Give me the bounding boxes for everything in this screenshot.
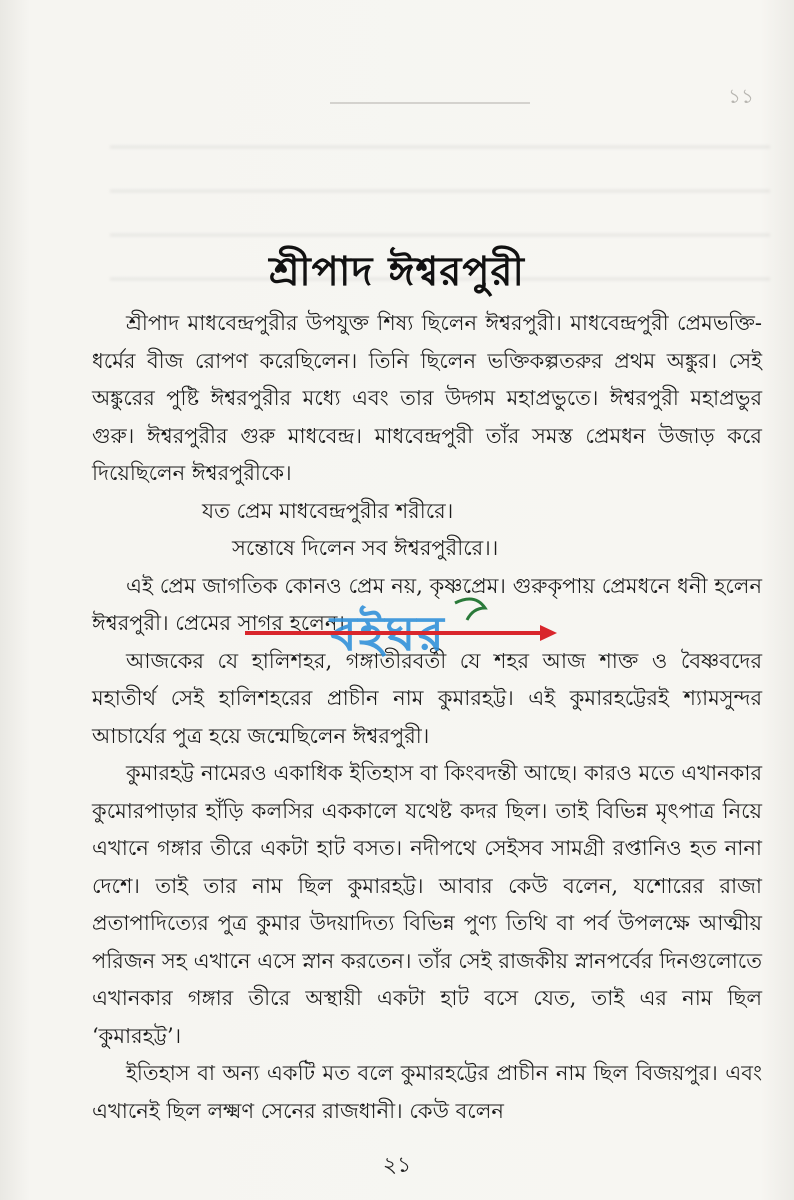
chapter-title: শ্রীপাদ ঈশ্বরপুরী [269, 249, 525, 295]
paragraph: ইতিহাস বা অন্য একটি মত বলে কুমারহট্টের প্রাচীন নাম ছিল বিজয়পুর। এবং এখানেই ছিল লক্ষ্মণ সেনের রাজধানী। কেউ বলেন [92, 1061, 762, 1123]
running-head-rule [330, 92, 530, 104]
paragraph: কুমারহট্ট নামেরও একাধিক ইতিহাস বা কিংবদন্তী আছে। কারও মতে এখানকার কুমোরপাড়ার হাঁড়ি কলসির এককালে যথেষ্ট কদর ছিল। তাই বিভিন্ন মৃৎপাত্র নিয়ে এখানে গঙ্গার তীরে একটা হাট বসত। নদীপথে সেইসব সামগ্রী রপ্তানিও হত নানা দেশে। তাই তার নাম ছিল কুমারহট্ট। আবার কেউ বলেন, যশোরের রাজা প্রতাপাদিত্যের পুত্র কুমার উদয়াদিত্য বিভিন্ন পুণ্য তিথি বা পর্ব উপলক্ষে আত্মীয় পরিজন সহ এখানে এসে স্নান করতেন। তাঁর সেই রাজকীয় স্নানপর্বের দিনগুলোতে এখানকার গঙ্গার তীরে অস্থায়ী একটা হাট বসে যেত, তাই এর নাম ছিল ‘কুমারহট্ট’। [92, 761, 762, 1048]
watermark-logo: বইঘর [330, 606, 446, 662]
paragraph: আজকের যে হালিশহর, গঙ্গাতীরবর্তী যে শহর আজ শাক্ত ও বৈষ্ণবদের মহাতীর্থ সেই হালিশহরের প্রাচীন নাম কুমারহট্ট। এই কুমারহট্টেরই শ্যামসুন্দর আচার্যের পুত্র হয়ে জন্মেছিলেন ঈশ্বরপুরী। [92, 648, 762, 748]
watermark-arrow-icon [245, 595, 565, 665]
paragraph: এই প্রেম জাগতিক কোনও প্রেম নয়, কৃষ্ণপ্রেম। গুরুকৃপায় প্রেমধনে ধনী হলেন ঈশ্বরপুরী। প্রেমের সাগর হলেন। [92, 573, 762, 635]
page-number: ২১ [382, 1153, 412, 1178]
corner-page-number: ১১ [728, 84, 754, 108]
verse-line: যত প্রেম মাধবেন্দ্রপুরীর শরীরে। [202, 498, 454, 523]
body-text [92, 305, 762, 1130]
verse-line: সন্তোষে দিলেন সব ঈশ্বরপুরীরে।। [232, 536, 499, 560]
paragraph: শ্রীপাদ মাধবেন্দ্রপুরীর উপযুক্ত শিষ্য ছিলেন ঈশ্বরপুরী। মাধবেন্দ্রপুরী প্রেমভক্তি-ধর্মের বীজ রোপণ করেছিলেন। তিনি ছিলেন ভক্তিকল্পতরুর প্রথম অঙ্কুর। সেই অঙ্কুরের পুষ্টি ঈশ্বরপুরীর মধ্যে এবং তার উদ্গম মহাপ্রভুতে। ঈশ্বরপুরী মহাপ্রভুর গুরু। ঈশ্বরপুরীর গুরু মাধবেন্দ্র। মাধবেন্দ্রপুরী তাঁর সমস্ত প্রেমধন উজাড় করে দিয়েছিলেন ঈশ্বরপুরীকে। [92, 311, 762, 485]
